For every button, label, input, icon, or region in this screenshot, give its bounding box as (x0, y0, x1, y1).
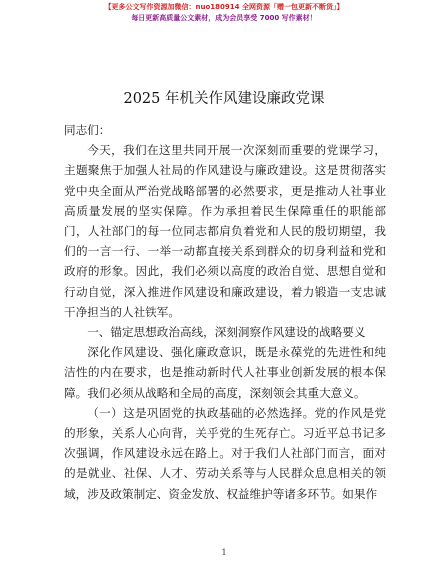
paragraph-intro: 今天，我们在这里共同开展一次深刻而重要的党课学习，主题聚焦于加强人社局的作风建设与廉政建设。这是贯彻落实党中央全面从严治党战略部署的必然要求，更是推动人社事业高质量发展的坚实保障。作为承担着民生保障重任的职能部门，人社部门的每一位同志都肩负着党和人民的殷切期望，我们的一言一行、一举一动都直接关系到群众的切身利益和党和政府的形象。因此，我们必须以高度的政治自觉、思想自觉和行动自觉，深入推进作风建设和廉政建设，着力锻造一支忠诚干净担当的人社铁军。 (64, 143, 386, 319)
page-number: 1 (221, 548, 227, 557)
paragraph-subsection-1: （一）这是巩固党的执政基础的必然选择。党的作风是党的形象，关系人心向背，关乎党的生死存亡。习近平总书记多次强调，作风建设永远在路上。对于我们人社部门而言，面对的是就业、社保、人才、劳动关系等与人民群众息息相关的领域，涉及政策制定、资金发放、权益维护等诸多环节。如果作 (64, 405, 386, 501)
document-title: 2025 年机关作风建设廉政党课 (123, 91, 325, 107)
document-body (64, 120, 386, 504)
paragraph-section-1: 深化作风建设、强化廉政意识，既是永葆党的先进性和纯洁性的内在要求，也是推动新时代人社事业创新发展的根本保障。我们必须从战略和全局的高度，深刻领会其重大意义。 (64, 345, 386, 400)
promo-banner-line-1: 【更多公文写作资源加微信：nuo180914 全网资源「赠一包更新不断货」】 (104, 3, 344, 11)
promo-banner-line-2: 每日更新高质量公文素材，成为会员享受 7000 写作素材！ (131, 14, 317, 22)
promo-banner (0, 2, 448, 24)
section-heading-1: 一、锚定思想政治高线，深刻洞察作风建设的战略要义 (87, 325, 366, 340)
salutation: 同志们： (64, 123, 111, 137)
